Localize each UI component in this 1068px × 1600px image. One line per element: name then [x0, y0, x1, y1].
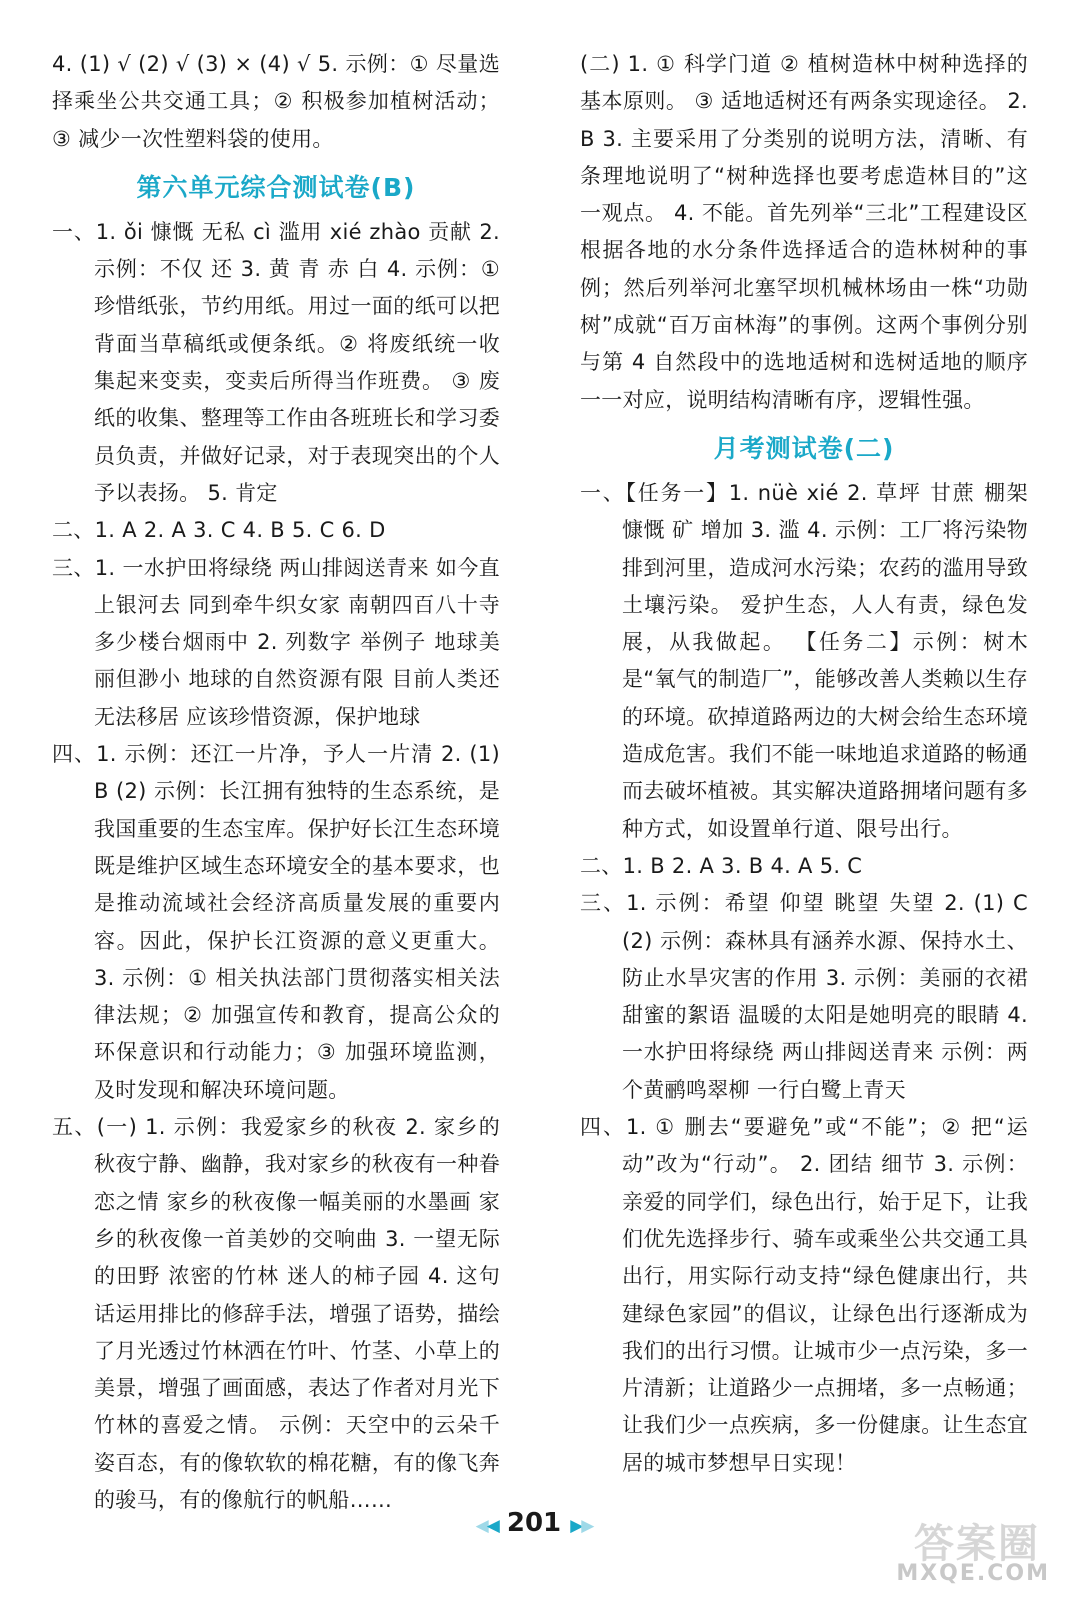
watermark-logo: [850, 1512, 1050, 1586]
next-arrow-light-icon: ▶: [581, 1516, 593, 1536]
section-text: 1. 示例：希望 仰望 眺望 失望 2. (1) C (2) 示例：森林具有涵养水源、保持水土、防止水旱灾害的作用 3. 示例：美丽的衣裙 甜蜜的絮语 温暖的太阳是她明亮的眼睛 4. 一水护田将绿绕 两山排闼送青来 示例：两个黄鹂鸣翠柳 一行白鹭上青天: [622, 891, 1028, 1102]
right-intro-text: (二) 1. ① 科学门道 ② 植树造林中树种选择的基本原则。 ③ 适地适树还有两条实现途径。 2. B 3. 主要采用了分类别的说明方法，清晰、有条理地说明了“树种选择也要考虑造林目的”这一观点。 4. 不能。首先列举“三北”工程建设区根据各地的水分条件选择适合的造林树种的事例；然后列举河北塞罕坝机械林场由一株“功勋树”成就“百万亩林海”的事例。这两个事例分别与第 4 自然段中的选地适树和选树适地的顺序一一对应，说明结构清晰有序，逻辑性强。: [580, 52, 1028, 412]
section-text: 1. B 2. A 3. B 4. A 5. C: [622, 853, 863, 878]
right-section-title: 月考测试卷(二): [713, 433, 895, 463]
section-label: 四、: [52, 742, 97, 767]
left-column: [52, 46, 500, 1519]
right-section-3: [580, 885, 1028, 1109]
section-label: 五、: [52, 1115, 97, 1140]
left-section-3: [52, 550, 500, 736]
section-text: 1. 一水护田将绿绕 两山排闼送青来 如今直上银河去 同到牵牛织女家 南朝四百八十寺 多少楼台烟雨中 2. 列数字 举例子 地球美丽但渺小 地球的自然资源有限 目前人类还无法移居 应该珍惜资源，保护地球: [94, 555, 500, 729]
section-label: 一、: [580, 480, 626, 505]
section-label: 四、: [580, 1115, 626, 1140]
right-section-1: [580, 475, 1028, 848]
section-label: 一、: [52, 219, 96, 244]
prev-arrow-light-icon: ◀: [475, 1516, 487, 1536]
prev-arrow-icon: ◀: [486, 1516, 498, 1536]
next-arrow-icon: ▶: [570, 1516, 582, 1536]
left-section-5: [52, 1109, 500, 1519]
section-label: 二、: [580, 853, 623, 878]
section-text: 1. 示例：还江一片净，予人一片清 2. (1) B (2) 示例：长江拥有独特的生态系统，是我国重要的生态宝库。保护好长江生态环境既是维护区域生态环境安全的基本要求，也是推动流域社会经济高质量发展的重要内容。因此，保护长江资源的意义更重大。 3. 示例：① 相关执法部门贯彻落实相关法律法规；② 加强宣传和教育，提高公众的环保意识和行动能力；③ 加强环境监测，及时发现和解决环境问题。: [94, 742, 501, 1102]
section-text: (一) 1. 示例：我爱家乡的秋夜 2. 家乡的秋夜宁静、幽静，我对家乡的秋夜有一种眷恋之情 家乡的秋夜像一幅美丽的水墨画 家乡的秋夜像一首美妙的交响曲 3. 一望无际的田野 浓密的竹林 迷人的柿子园 4. 这句话运用排比的修辞手法，增强了语势，描绘了月光透过竹林洒在竹叶、竹茎、小草上的美景，增强了画面感，表达了作者对月光下竹林的喜爱之情。 示例：天空中的云朵千姿百态，有的像软软的棉花糖，有的像飞奔的骏马，有的像航行的帆船……: [94, 1115, 500, 1512]
section-text: 1. ① 删去“要避免”或“不能”；② 把“运动”改为“行动”。 2. 团结 细节 3. 示例：亲爱的同学们，绿色出行，始于足下，让我们优先选择步行、骑车或乘坐公共交通工具出行，用实际行动支持“绿色健康出行，共建绿色家园”的倡议，让绿色出行逐渐成为我们的出行习惯。让城市少一点污染，多一片清新；让道路少一点拥堵，多一点畅通；让我们少一点疾病，多一份健康。让生态宜居的城市梦想早日实现！: [622, 1115, 1029, 1475]
watermark-top-text: 答案圈: [914, 1521, 1040, 1567]
section-text: 【任务一】1. nüè xié 2. 草坪 甘蔗 棚架 慷慨 矿 增加 3. 滥 4. 示例：工厂将污染物排到河里，造成河水污染；农药的滥用导致土壤污染。 爱护生态，人人有责，绿色发展，从我做起。 【任务二】示例：树木是“氧气的制造厂”，能够改善人类赖以生存的环境。砍掉道路两边的大树会给生态环境造成危害。我们不能一味地追求道路的畅通而去破坏植被。其实解决道路拥堵问题有多种方式，如设置单行道、限号出行。: [622, 480, 1028, 841]
watermark-url: MXQE.COM: [896, 1561, 1050, 1586]
left-intro-text: 4. (1) √ (2) √ (3) × (4) √ 5. 示例：① 尽量选择乘坐公共交通工具；② 积极参加植树活动；③ 减少一次性塑料袋的使用。: [52, 52, 500, 151]
page-number: 201: [506, 1508, 562, 1538]
section-label: 三、: [52, 555, 95, 580]
section-label: 三、: [580, 891, 627, 916]
left-section-title: 第六单元综合测试卷(B): [136, 172, 416, 202]
left-section-4: [52, 736, 500, 1109]
right-section-2: [580, 848, 1028, 885]
left-section-2: [52, 512, 500, 549]
right-section-4: [580, 1109, 1028, 1482]
section-text: 1. ǒi 慷慨 无私 cì 滥用 xié zhào 贡献 2. 示例：不仅 还 3. 黄 青 赤 白 4. 示例：① 珍惜纸张，节约用纸。用过一面的纸可以把背面当草稿纸或便条纸。② 将废纸统一收集起来变卖，变卖后所得当作班费。 ③ 废纸的收集、整理等工作由各班班长和学习委员负责，并做好记录，对于表现突出的个人予以表扬。 5. 肯定: [94, 219, 501, 505]
left-section-1: [52, 214, 500, 512]
section-text: 1. A 2. A 3. C 4. B 5. C 6. D: [94, 518, 386, 543]
section-label: 二、: [52, 518, 95, 543]
right-column: [580, 46, 1028, 1482]
